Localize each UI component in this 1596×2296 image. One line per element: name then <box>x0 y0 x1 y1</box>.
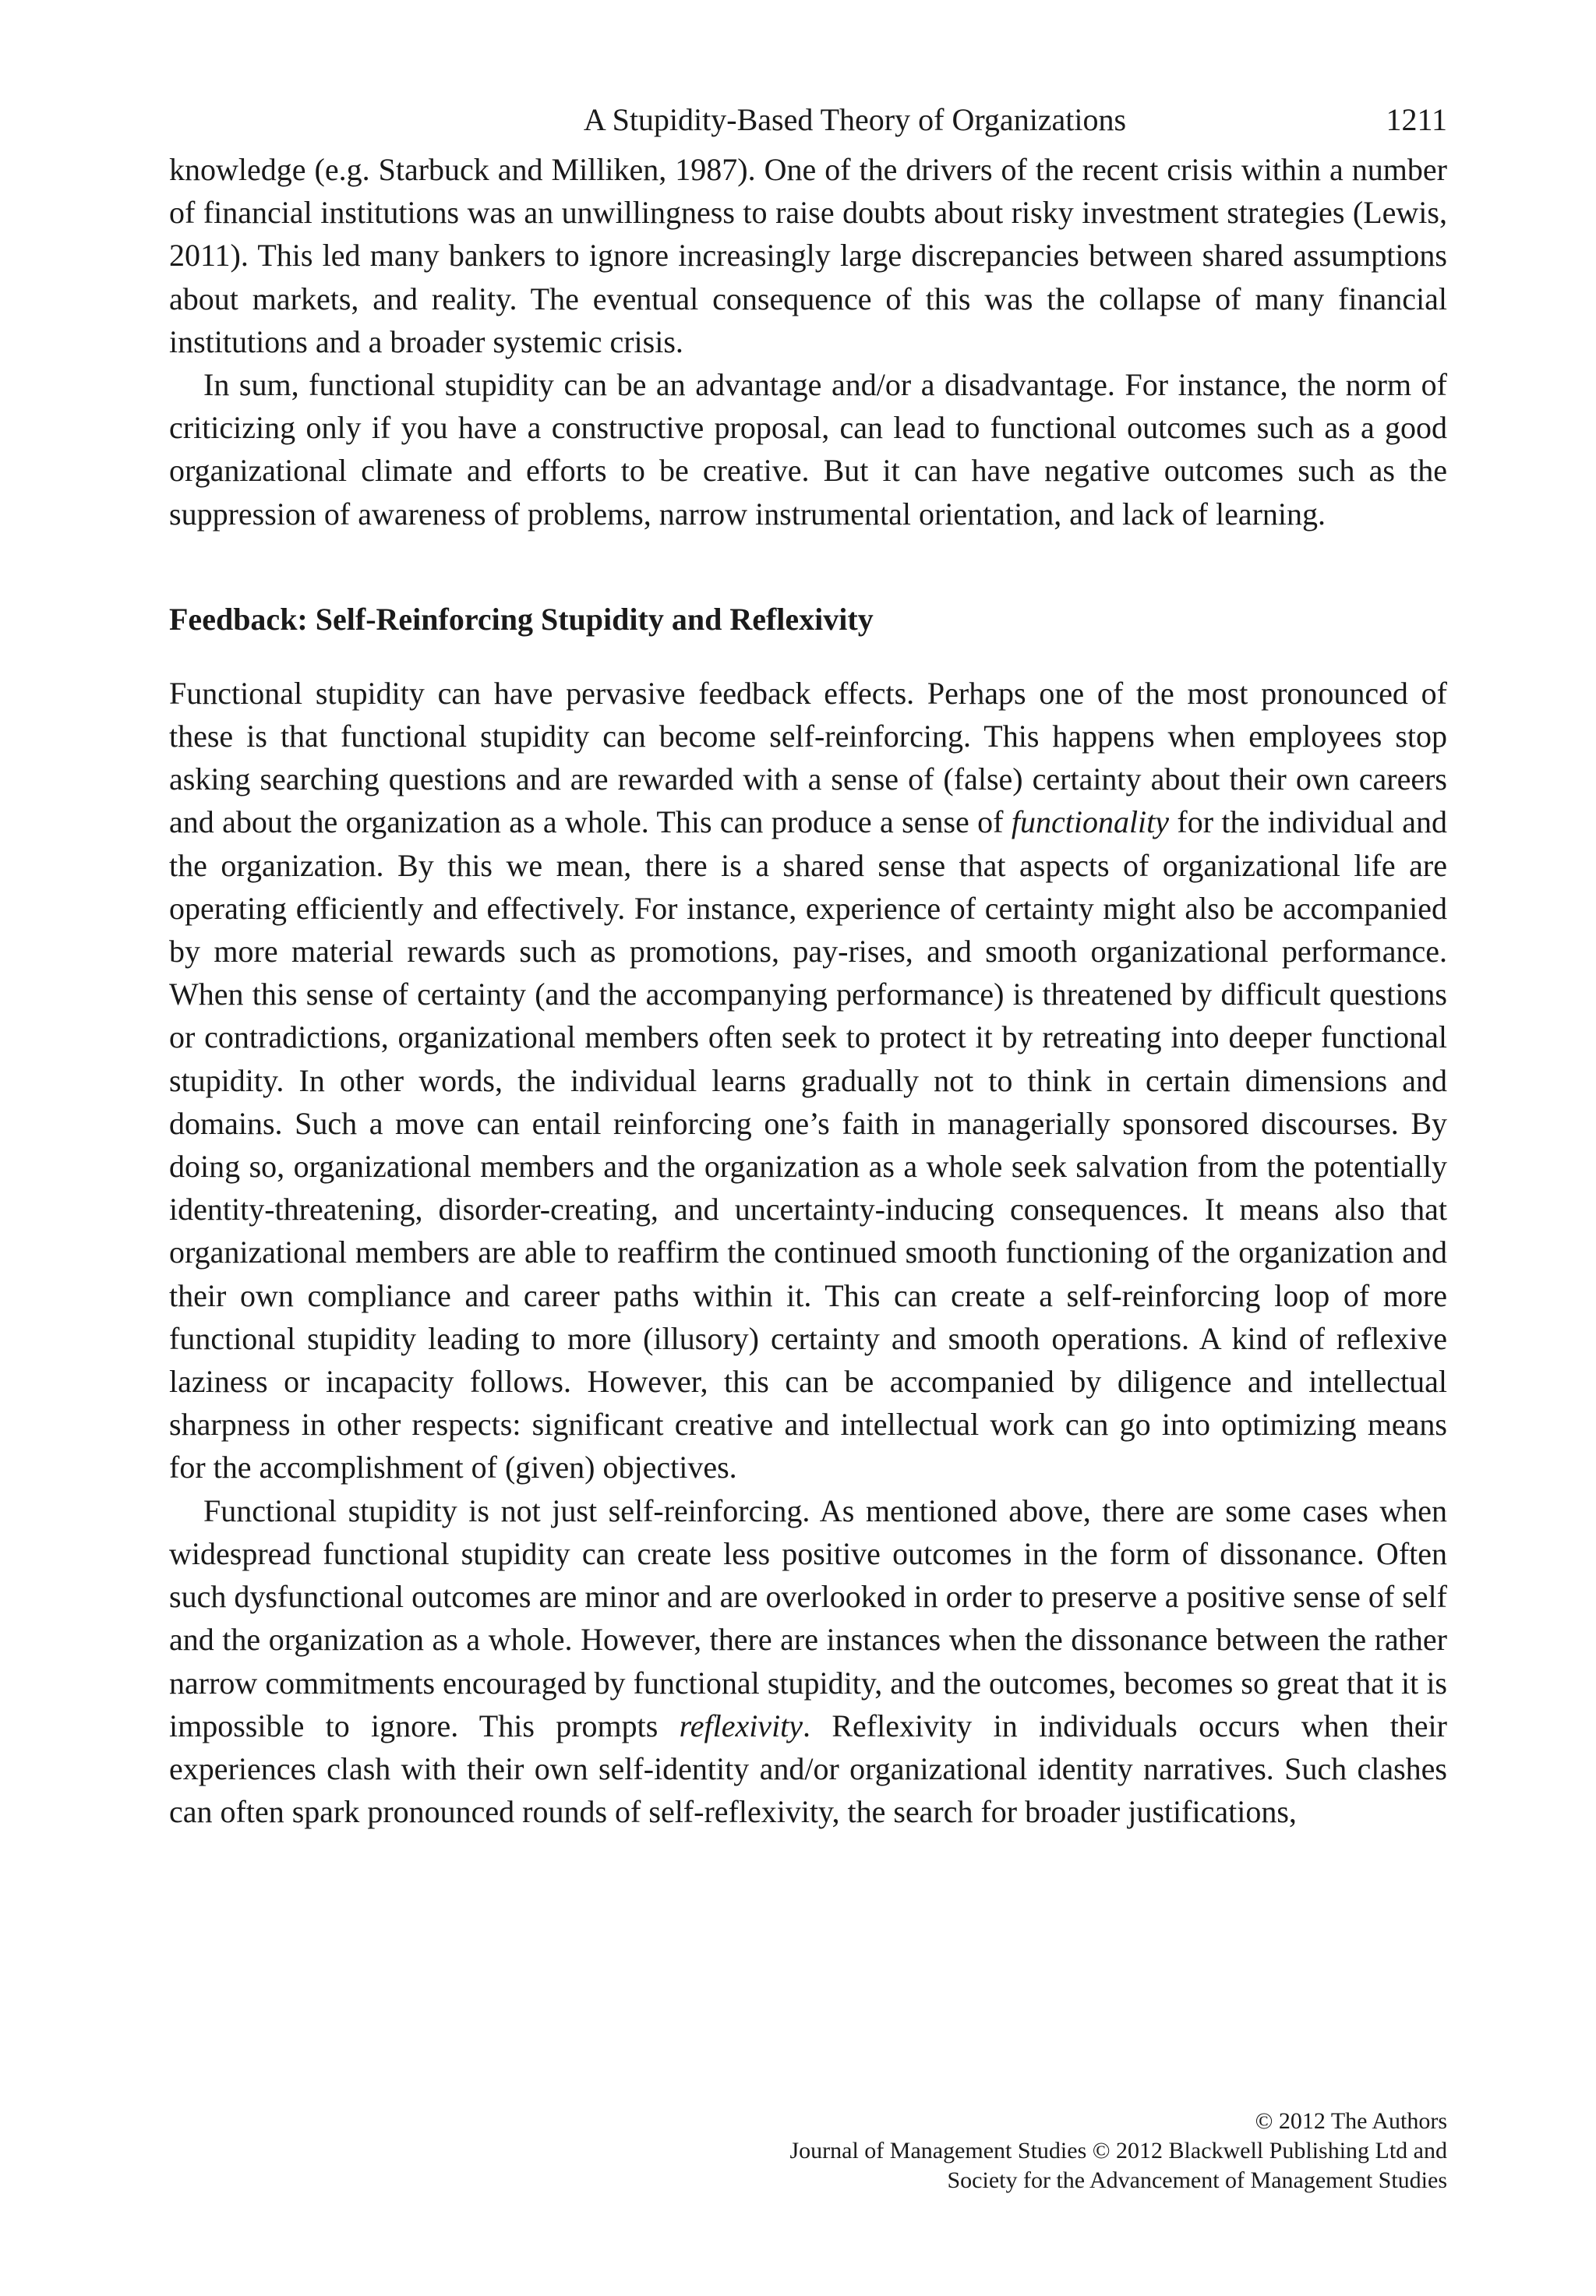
paragraph-3-text-a: Functional stupidity can have pervasive feedback effects. Perhaps one of the most pronounced of these is that functional stupidity can become self-reinforcing. This happens when employees stop asking searching questions and are rewarded with a sense of (false) certainty about their own careers and about the organization as a whole. This can produce a sense of <box>169 675 1447 840</box>
running-title: A Stupidity-Based Theory of Organizations <box>583 102 1127 137</box>
running-head <box>169 101 1447 148</box>
footer-line-3: Society for the Advancement of Management Studies <box>947 2167 1447 2193</box>
paragraph-3-text-b: for the individual and the organization. By this we mean, there is a shared sense that aspects of organizational life are operating efficiently and effectively. For instance, experience of certainty might also be accompanied by more material rewards such as promotions, pay-rises, and smooth organizational performance. When this sense of certainty (and the accompanying performance) is threatened by difficult questions or contradictions, organizational members often seek to protect it by retreating into deeper functional stupidity. In other words, the individual learns gradually not to think in certain dimensions and domains. Such a move can entail reinforcing one’s faith in managerially sponsored discourses. By doing so, organizational members and the organization as a whole seek salvation from the potentially identity-threatening, disorder-creating, and uncertainty-inducing consequences. It means also that organizational members are able to reaffirm the continued smooth functioning of the organization and their own compliance and career paths within it. This can create a self-reinforcing loop of more functional stupidity leading to more (illusory) certainty and smooth operations. A kind of reflexive laziness or incapacity follows. However, this can be accompanied by diligence and intellectual sharpness in other respects: significant creative and intellectual work can go into optimizing means for the accomplishment of (given) objectives. <box>169 804 1447 1485</box>
paragraph-1: knowledge (e.g. Starbuck and Milliken, 1987). One of the drivers of the recent crisis within a number of financial institutions was an unwillingness to raise doubts about risky investment strategies (Lewis, 2011). This led many bankers to ignore increasingly large discrepancies between shared assumptions about markets, and reality. The eventual consequence of this was the collapse of many financial institutions and a broader systemic crisis. <box>169 152 1447 359</box>
paragraph-4-text-b: . Reflexivity in individuals occurs when their experiences clash with their own self-identity and/or organizational identity narratives. Such clashes can often spark pronounced rounds of self-reflexivity, the search for broader justifications, <box>169 1708 1447 1830</box>
footer-line-2: Journal of Management Studies © 2012 Blackwell Publishing Ltd and <box>789 2138 1447 2164</box>
paragraph-2: In sum, functional stupidity can be an advantage and/or a disadvantage. For instance, the norm of criticizing only if you have a constructive proposal, can lead to functional outcomes such as a good organizational climate and efforts to be creative. But it can have negative outcomes such as the suppression of awareness of problems, narrow instrumental orientation, and lack of learning. <box>169 367 1447 532</box>
paragraph-3-emphasis: functionality <box>1011 804 1170 840</box>
footer-line-1: © 2012 The Authors <box>1255 2108 1447 2134</box>
section-heading: Feedback: Self-Reinforcing Stupidity and Reflexivity <box>169 601 874 637</box>
paragraph-4-text-a: Functional stupidity is not just self-reinforcing. As mentioned above, there are some cases when widespread functional stupidity can create less positive outcomes in the form of dissonance. Often such dysfunctional outcomes are minor and are overlooked in order to preserve a positive sense of self and the organization as a whole. However, there are instances when the dissonance between the rather narrow commitments encouraged by functional stupidity, and the outcomes, becomes so great that it is impossible to ignore. This prompts <box>169 1492 1447 1743</box>
copyright-footer <box>789 2107 1447 2195</box>
page-number: 1211 <box>1386 102 1447 137</box>
paragraph-4-emphasis: reflexivity <box>679 1708 803 1743</box>
page-body <box>169 101 1447 1833</box>
paragraph-3 <box>169 672 1447 1489</box>
paragraph-4 <box>169 1489 1447 1834</box>
